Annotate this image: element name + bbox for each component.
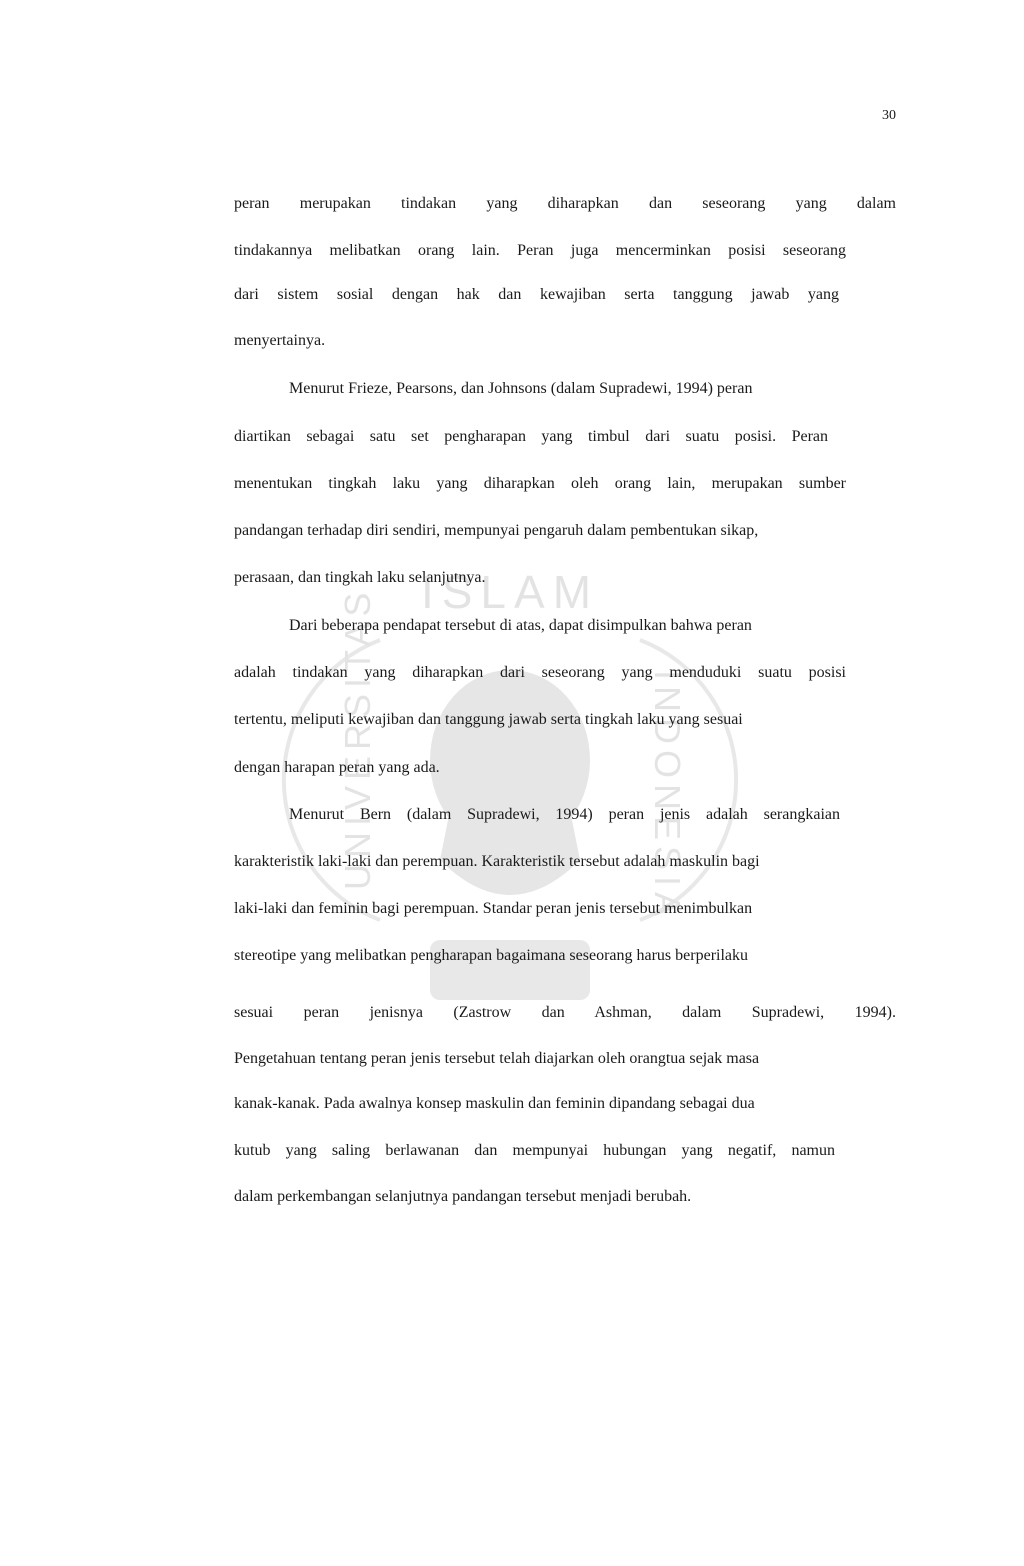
- text-line-1: peran merupakan tindakan yang diharapkan dan seseorang yang dalam: [234, 195, 896, 212]
- watermark-text-islam: ISLAM: [420, 566, 600, 618]
- text-line-22: dalam perkembangan selanjutnya pandangan tersebut menjadi berubah.: [234, 1188, 692, 1205]
- text-line-6: diartikan sebagai satu set pengharapan yang timbul dari suatu posisi. Peran: [234, 428, 828, 445]
- text-line-13: dengan harapan peran yang ada.: [234, 759, 440, 776]
- text-line-9: perasaan, dan tingkah laku selanjutnya.: [234, 569, 486, 586]
- text-line-16: laki-laki dan feminin bagi perempuan. Standar peran jenis tersebut menimbulkan: [234, 900, 753, 917]
- text-line-15: karakteristik laki-laki dan perempuan. Karakteristik tersebut adalah maskulin bagi: [234, 853, 760, 870]
- text-line-20: kanak-kanak. Pada awalnya konsep maskulin dan feminin dipandang sebagai dua: [234, 1095, 755, 1112]
- text-line-18: sesuai peran jenisnya (Zastrow dan Ashman, dalam Supradewi, 1994).: [234, 1004, 896, 1021]
- text-line-12: tertentu, meliputi kewajiban dan tanggung jawab serta tingkah laku yang sesuai: [234, 711, 743, 728]
- watermark-text-right: INDONESIA: [647, 670, 688, 923]
- text-line-21: kutub yang saling berlawanan dan mempunyai hubungan yang negatif, namun: [234, 1142, 835, 1159]
- text-line-8: pandangan terhadap diri sendiri, mempunyai pengaruh dalam pembentukan sikap,: [234, 522, 759, 539]
- text-line-3: dari sistem sosial dengan hak dan kewajiban serta tanggung jawab yang: [234, 286, 839, 303]
- text-line-2: tindakannya melibatkan orang lain. Peran juga mencerminkan posisi seseorang: [234, 242, 846, 259]
- text-line-4: menyertainya.: [234, 332, 326, 349]
- text-line-7: menentukan tingkah laku yang diharapkan oleh orang lain, merupakan sumber: [234, 475, 846, 492]
- text-line-17: stereotipe yang melibatkan pengharapan bagaimana seseorang harus berperilaku: [234, 947, 749, 964]
- text-line-11: adalah tindakan yang diharapkan dari seseorang yang menduduki suatu posisi: [234, 664, 846, 681]
- page-number: 30: [882, 108, 896, 123]
- text-line-10: Dari beberapa pendapat tersebut di atas, dapat disimpulkan bahwa peran: [289, 617, 752, 634]
- watermark-text-left: UNIVERSITAS: [337, 586, 378, 890]
- text-line-14: Menurut Bern (dalam Supradewi, 1994) peran jenis adalah serangkaian: [289, 806, 840, 823]
- text-line-5: Menurut Frieze, Pearsons, dan Johnsons (dalam Supradewi, 1994) peran: [289, 380, 753, 397]
- text-line-19: Pengetahuan tentang peran jenis tersebut telah diajarkan oleh orangtua sejak masa: [234, 1050, 760, 1067]
